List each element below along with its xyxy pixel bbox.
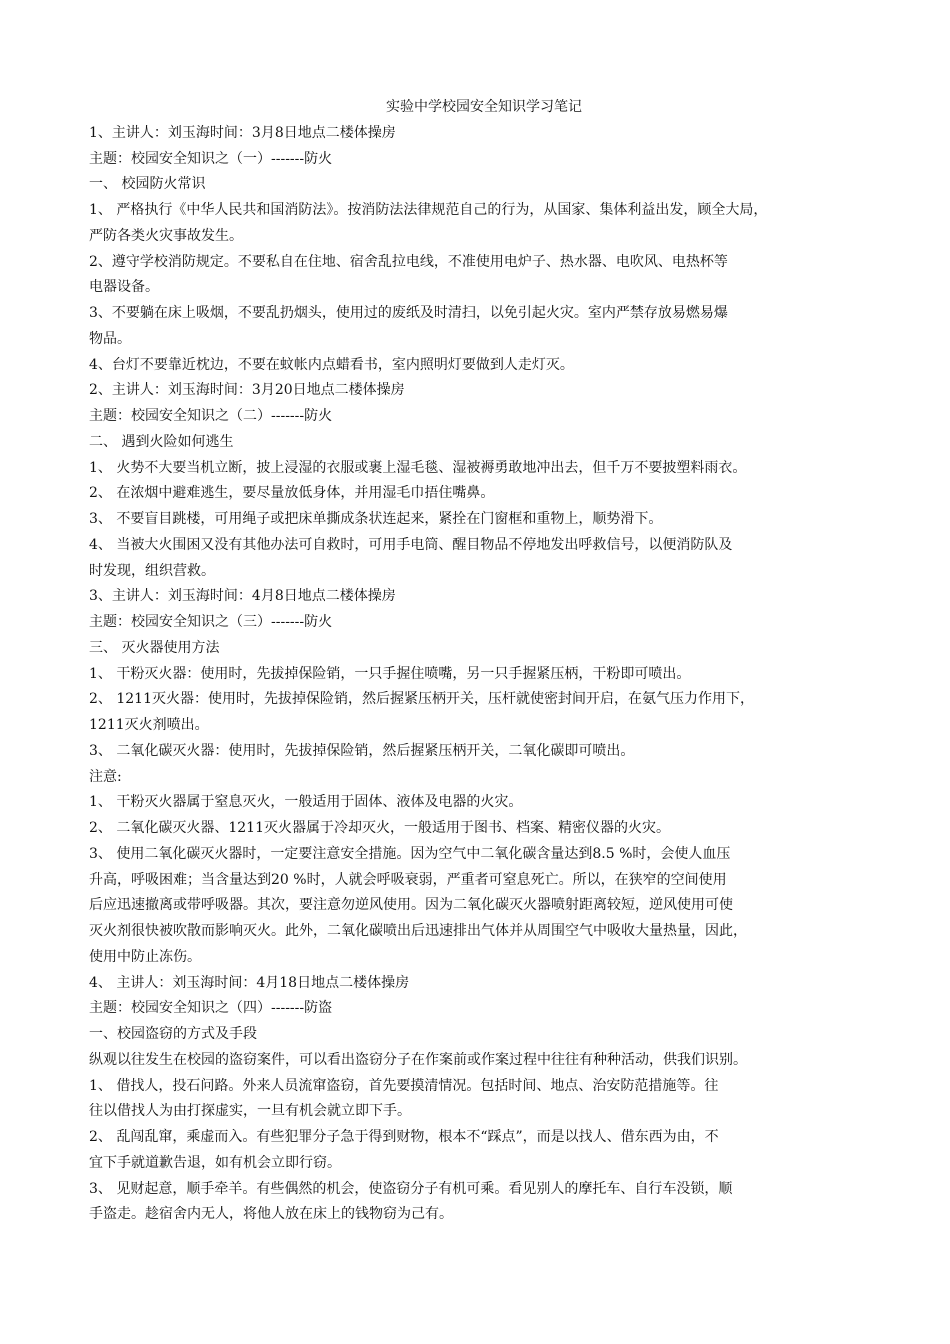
text-line: 二、 遇到火险如何逃生 [89, 433, 234, 450]
text-line: 灭火剂很快被吹散而影响灭火。此外，二氧化碳喷出后迅速排出气体并从周围空气中吸收大量热量，因此， [89, 923, 747, 939]
text-line: 时发现，组织营救。 [89, 562, 215, 579]
text-line: 2、 在浓烟中避难逃生，要尽量放低身体，并用湿毛巾捂住嘴鼻。 [89, 485, 495, 502]
text-line: 2、遵守学校消防规定。不要私自在住地、宿舍乱拉电线，不准使用电炉子、热水器、电吹风、电热杯等 [89, 253, 728, 270]
text-line: 1、 严格执行《中华人民共和国消防法》。按消防法法律规范自己的行为，从国家、集体利益出发，顾全大局， [89, 202, 768, 218]
text-line: 1、 干粉灭火器：使用时，先拔掉保险销，一只手握住喷嘴，另一只手握紧压柄，干粉即可喷出。 [89, 665, 691, 682]
text-line: 4、 当被大火围困又没有其他办法可自救时，可用手电筒、醒目物品不停地发出呼救信号，以便消防队及 [89, 536, 733, 553]
text-line: 后应迅速撤离或带呼吸器。其次，要注意勿逆风使用。因为二氧化碳灭火器喷射距离较短，逆风使用可使 [89, 897, 733, 914]
text-line: 注意: [89, 768, 122, 785]
text-line: 3、 见财起意，顺手牵羊。有些偶然的机会，使盗窃分子有机可乘。看见别人的摩托车、自行车没锁，顺 [89, 1180, 733, 1197]
text-line: 4、 主讲人：刘玉海时间：4月18日地点二楼体操房 [89, 974, 410, 991]
text-line: 严防各类火灾事故发生。 [89, 227, 243, 244]
text-line: 宜下手就道歉告退，如有机会立即行窃。 [89, 1154, 341, 1171]
text-line: 一、 校园防火常识 [89, 176, 206, 193]
text-line: 电器设备。 [89, 279, 159, 296]
text-line: 手盗走。趁宿舍内无人，将他人放在床上的钱物窃为己有。 [89, 1206, 453, 1223]
text-line: 3、 使用二氧化碳灭火器时，一定要注意安全措施。因为空气中二氧化碳含量达到8.5 %时，会使人血压 [89, 845, 731, 862]
text-line: 2、 1211灭火器：使用时，先拔掉保险销，然后握紧压柄开关，压杆就使密封间开启，在氨气压力作用下， [89, 691, 754, 708]
document-title: 实验中学校园安全知识学习笔记 [386, 99, 582, 115]
text-line: 三、 灭火器使用方法 [89, 639, 220, 656]
text-line: 1、 火势不大要当机立断，披上浸湿的衣服或裹上湿毛毯、湿被褥勇敢地冲出去，但千万不要披塑料雨衣。 [89, 459, 747, 476]
document-body [89, 121, 879, 1228]
text-line: 主题：校园安全知识之（三）-------防火 [89, 614, 333, 630]
text-line: 3、 二氧化碳灭火器：使用时，先拔掉保险销，然后握紧压柄开关，二氧化碳即可喷出。 [89, 742, 635, 759]
text-line: 一、校园盗窃的方式及手段 [89, 1026, 257, 1042]
text-line: 主题：校园安全知识之（四）-------防盗 [89, 1000, 333, 1017]
text-line: 使用中防止冻伤。 [89, 948, 201, 965]
text-line: 往以借找人为由打探虚实，一旦有机会就立即下手。 [89, 1103, 411, 1120]
text-line: 3、 不要盲目跳楼，可用绳子或把床单撕成条状连起来，紧拴在门窗框和重物上，顺势滑下。 [89, 511, 663, 527]
text-line: 物品。 [89, 330, 131, 347]
text-line: 1211灭火剂喷出。 [89, 717, 209, 733]
text-line: 1、 借找人，投石问路。外来人员流窜盗窃，首先要摸清情况。包括时间、地点、治安防范措施等。往 [89, 1077, 719, 1094]
text-line: 纵观以往发生在校园的盗窃案件，可以看出盗窃分子在作案前或作案过程中往往有种种活动，供我们识别。 [89, 1051, 747, 1068]
text-line: 1、主讲人：刘玉海时间：3月8日地点二楼体操房 [89, 124, 396, 141]
text-line: 3、不要躺在床上吸烟，不要乱扔烟头，使用过的废纸及时清扫，以免引起火灾。室内严禁存放易燃易爆 [89, 305, 728, 321]
document-page [89, 95, 879, 1228]
text-line: 3、主讲人：刘玉海时间：4月8日地点二楼体操房 [89, 588, 396, 605]
text-line: 4、台灯不要靠近枕边，不要在蚊帐内点蜡看书，室内照明灯要做到人走灯灭。 [89, 356, 574, 373]
text-line: 主题：校园安全知识之（一）-------防火 [89, 150, 333, 167]
text-line: 1、 干粉灭火器属于窒息灭火，一般适用于固体、液体及电器的火灾。 [89, 794, 523, 811]
text-line: 2、 二氧化碳灭火器、1211灭火器属于冷却灭火，一般适用于图书、档案、精密仪器的火灾。 [89, 820, 670, 836]
text-line: 2、 乱闯乱窜，乘虚而入。有些犯罪分子急于得到财物，根本不“踩点”，而是以找人、借东西为由，不 [89, 1129, 719, 1145]
text-line: 主题：校园安全知识之（二）-------防火 [89, 408, 333, 424]
text-line: 升高，呼吸困难；当含量达到20 %时，人就会呼吸衰弱，严重者可窒息死亡。所以，在狭窄的空间使用 [89, 871, 727, 888]
text-line: 2、主讲人：刘玉海时间：3月20日地点二楼体操房 [89, 382, 405, 399]
